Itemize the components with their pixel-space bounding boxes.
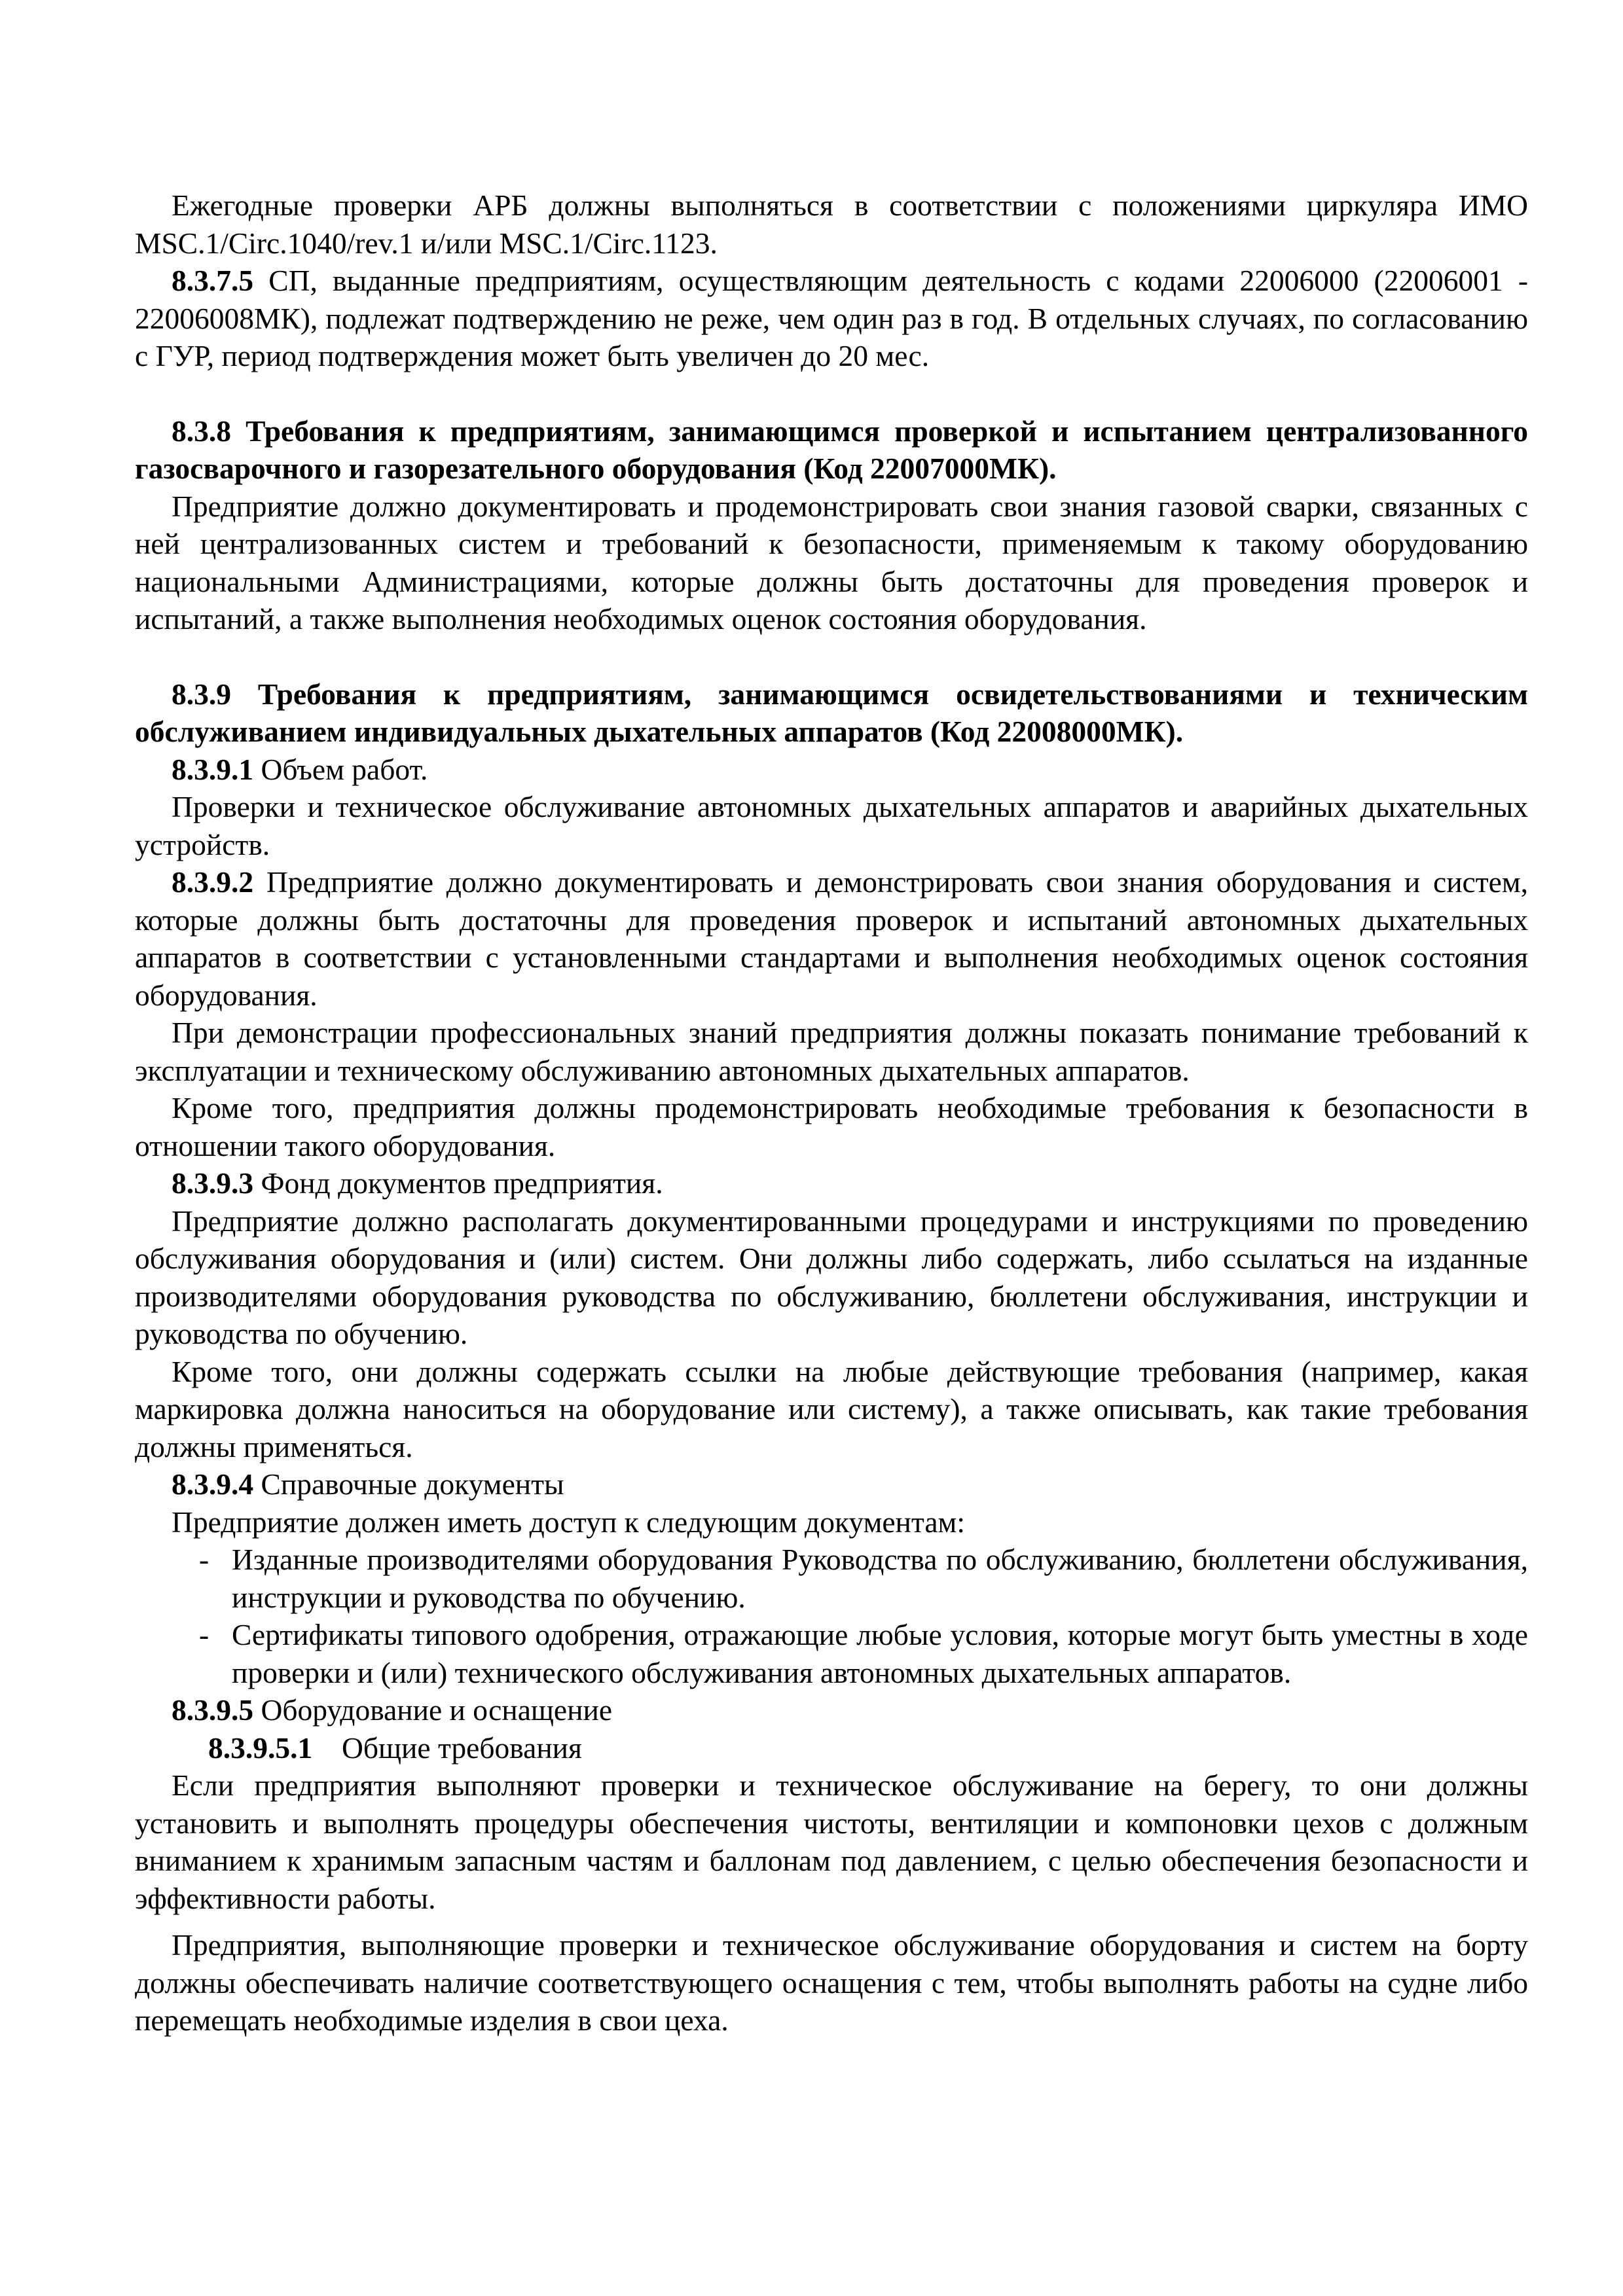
paragraph-8-3-9-5-1: 8.3.9.5.1 Общие требования: [135, 1729, 1528, 1767]
paragraph-demonstration: При демонстрации профессиональных знаний предприятия должны показать понимание требований к эксплуатации и техническому обслуживанию автономных дыхательных аппаратов.: [135, 1016, 1528, 1087]
paragraph-procedures: Предприятие должно располагать документированными процедурами и инструкциями по проведению обслуживания оборудования и (или) систем. Они должны либо содержать, либо ссылаться на изданные производителями оборудования руководства по обслуживанию, бюллетени обслуживания, инструкции и руководства по обучению.: [135, 1204, 1528, 1350]
paragraph-8-3-7-5: 8.3.7.5 СП, выданные предприятиям, осуществляющим деятельность с кодами 22006000 (22006001 - 22006008МК), подлежат подтверждению не реже, чем один раз в год. В отдельных случаях, по согласованию с ГУР, период подтверждения может быть увеличен до 20 мес.: [135, 264, 1528, 372]
paragraph-shore-works: Если предприятия выполняют проверки и техническое обслуживание на берегу, то они должны установить и выполнять процедуры обеспечения чистоты, вентиляции и компоновки цехов с должным вниманием к хранимым запасным частям и баллонам под давлением, с целью обеспечения безопасности и эффективности работы.: [135, 1768, 1528, 1915]
clause-number: 8.3.9.4: [172, 1467, 254, 1501]
list-dash: -: [199, 1543, 210, 1576]
clause-number: 8.3.7.5: [172, 264, 254, 297]
paragraph-8-3-9-4: 8.3.9.4 Справочные документы: [172, 1467, 564, 1501]
paragraph-onboard-works: Предприятия, выполняющие проверки и техническое обслуживание оборудования и систем на борту должны обеспечивать наличие соответствующего оснащения с тем, чтобы выполнять работы на судне либо перемещать необходимые изделия в свои цеха.: [135, 1928, 1528, 2037]
clause-number: 8.3.9.3: [172, 1166, 254, 1200]
paragraph-annual-checks: Ежегодные проверки АРБ должны выполняться в соответствии с положениями циркуляра ИМО MSC.1/Circ.1040/rev.1 и/или MSC.1/Circ.1123.: [135, 188, 1528, 260]
paragraph-references: Кроме того, они должны содержать ссылки на любые действующие требования (например, какая маркировка должна наноситься на оборудование или систему), а также описывать, как такие требования должны применяться.: [135, 1354, 1528, 1463]
list-item: - Изданные производителями оборудования Руководства по обслуживанию, бюллетени обслуживания, инструкции и руководства по обучению.: [135, 1541, 1528, 1616]
clause-number: 8.3.9.2: [172, 865, 254, 899]
paragraph-8-3-9-1: 8.3.9.1 Объем работ.: [172, 752, 428, 786]
clause-number: 8.3.9.1: [172, 752, 254, 786]
list-dash: -: [199, 1618, 210, 1651]
paragraph-access: Предприятие должен иметь доступ к следующим документам:: [172, 1505, 965, 1539]
paragraph-gas-welding: Предприятие должно документировать и продемонстрировать свои знания газовой сварки, связанных с ней централизованных систем и требований к безопасности, применяемым к такому оборудованию национальными Администрациями, которые должны быть достаточны для проведения проверок и испытаний, а также выполнения необходимых оценок состояния оборудования.: [135, 489, 1528, 636]
paragraph-8-3-9-2: 8.3.9.2 Предприятие должно документировать и демонстрировать свои знания оборудования и систем, которые должны быть достаточны для проведения проверок и испытаний автономных дыхательных аппаратов в соответствии с установленными стандартами и выполнения необходимых оценок состояния оборудования.: [135, 865, 1528, 1012]
paragraph-safety: Кроме того, предприятия должны продемонстрировать необходимые требования к безопасности в отношении такого оборудования.: [135, 1091, 1528, 1162]
paragraph-8-3-9-3: 8.3.9.3 Фонд документов предприятия.: [172, 1166, 663, 1200]
paragraph-8-3-9-5: 8.3.9.5 Оборудование и оснащение: [172, 1693, 613, 1727]
clause-number: 8.3.9.5: [172, 1693, 254, 1727]
document-page: [135, 187, 1528, 2039]
heading-8-3-8: 8.3.8 Требования к предприятиям, занимающимся проверкой и испытанием централизованного газосварочного и газорезательного оборудования (Код 22007000МК).: [135, 414, 1528, 485]
clause-number: 8.3.9.5.1: [208, 1731, 313, 1765]
heading-8-3-9: 8.3.9 Требования к предприятиям, занимающимся освидетельствованиями и техническим обслуживанием индивидуальных дыхательных аппаратов (Код 22008000МК).: [135, 677, 1528, 748]
paragraph-scope: Проверки и техническое обслуживание автономных дыхательных аппаратов и аварийных дыхательных устройств.: [135, 790, 1528, 861]
list-item: - Сертификаты типового одобрения, отражающие любые условия, которые могут быть уместны в ходе проверки и (или) технического обслуживания автономных дыхательных аппаратов.: [135, 1616, 1528, 1691]
